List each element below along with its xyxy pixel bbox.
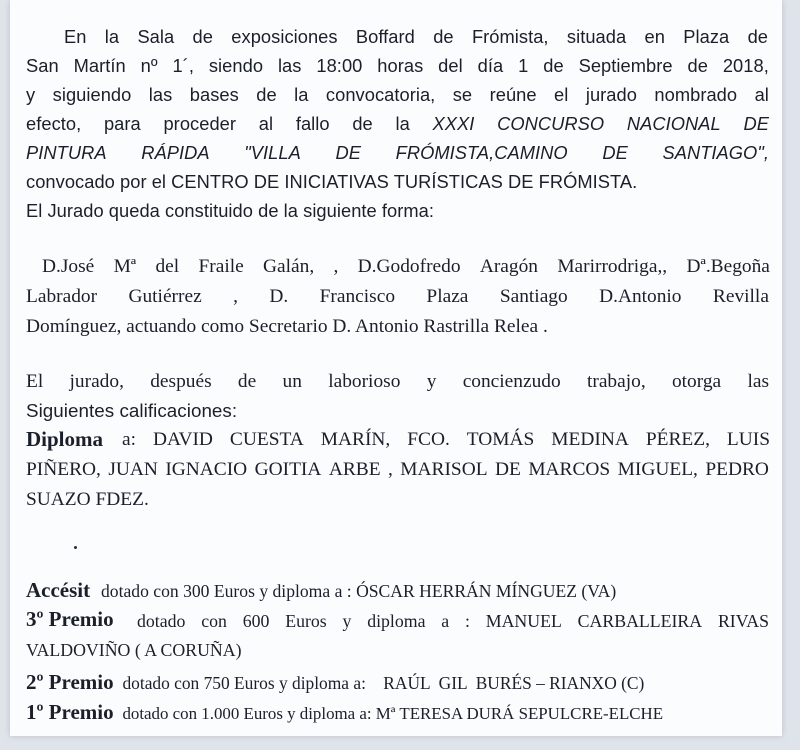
word: PIÑERO, [26,459,101,480]
word: Marirrodriga,, [557,256,668,277]
word: MIGUEL, [617,459,698,480]
word: MARISOL [400,459,488,480]
prize-first-text: dotado con 1.000 Euros y diploma a: Mª TERESA DURÁ SEPULCRE-ELCHE [122,704,664,723]
word: un [282,371,302,392]
word: después [150,371,212,392]
word: MEDINA [551,429,629,450]
word: DE [495,459,521,480]
word: CONCURSO [497,113,605,134]
word: se [452,84,473,105]
word: horas [377,55,424,76]
word: a [441,611,450,631]
jury-line-1 [42,256,770,278]
prize-accesit-text: dotado con 300 Euros y diploma a : ÓSCAR HERRÁN MÍNGUEZ (VA) [101,581,617,601]
word: del [155,256,180,277]
word: "VILLA [244,142,301,163]
document-page [10,0,782,736]
prize-first-label: 1º Premio [26,700,114,724]
word: RIVAS [717,611,769,631]
word: Fraile [198,256,244,277]
word: de [352,113,373,134]
word: para [103,113,141,134]
word: D.Antonio [599,286,682,307]
word: CUESTA [229,429,304,450]
word: Aragón [479,256,538,277]
word: Francisco [319,286,396,307]
word: Galán, [263,256,315,277]
word: FRÓMISTA,CAMINO [395,142,568,163]
word: de [687,55,708,76]
intro-line-2 [26,55,769,77]
jury-line-3: Domínguez, actuando como Secretario D. Antonio Rastrilla Relea . [26,316,548,337]
word: la [294,84,309,105]
word: PINTURA [26,142,107,163]
word: Euros [285,611,327,631]
word: MARÍN, [320,429,391,450]
word: MANUEL [485,611,562,631]
word: MARCOS [528,459,611,480]
word: la [395,113,410,134]
word: CARBALLEIRA [577,611,703,631]
word: RÁPIDA [141,142,210,163]
word: 1´, [172,55,194,76]
diploma-line-1 [122,429,770,451]
word: y [26,84,36,105]
word: ARBE [328,459,381,480]
word: y [342,611,352,631]
word: El [26,371,44,392]
word: de [433,26,454,47]
word: Dª.Begoña [686,256,770,277]
word: Sala [137,26,175,47]
prize-accesit [26,578,616,603]
word: Gutiérrez [128,286,202,307]
word: la [104,26,120,47]
word: diploma [367,611,426,631]
word: de [543,55,564,76]
word: siendo [208,55,264,76]
word: GOITIA [254,459,322,480]
word: al [754,84,769,105]
prize-accesit-label: Accésit [26,578,91,602]
word: TOMÁS [466,429,535,450]
intro-line-5 [26,142,769,164]
word: D. [269,286,289,307]
word: las [148,84,173,105]
word: Martín [73,55,126,76]
word: 18:00 [316,55,363,76]
word: de [192,26,213,47]
prize-third-line-2: VALDOVIÑO ( A CORUÑA) [26,640,242,660]
diploma-line-3: SUAZO FDEZ. [26,489,149,510]
word: JUAN [108,459,158,480]
word: en [644,26,665,47]
word: 1 [518,55,529,76]
word: proceder [163,113,237,134]
word: San [26,55,59,76]
word: Mª [113,256,137,277]
word: Boffard [355,26,415,47]
word: bases [189,84,239,105]
word: En [64,26,87,47]
word: exposiciones [231,26,338,47]
word: dotado [137,611,186,631]
word: otorga [671,371,722,392]
word: FCO. [407,429,450,450]
word: XXXI [432,113,475,134]
word: laborioso [328,371,401,392]
word: las [747,371,769,392]
word: : [465,611,470,631]
word: DE [335,142,361,163]
prize-first [26,700,663,725]
word: Septiembre [578,55,673,76]
word: día [477,55,504,76]
stray-dot [74,546,77,549]
prize-second-text: dotado con 750 Euros y diploma a: RAÚL GIL BURÉS – RIANXO (C) [122,673,645,693]
word: PÉREZ, [645,429,710,450]
verdict-line-2: Siguientes calificaciones: [26,400,238,421]
word: DE [743,113,769,134]
word: de [747,26,768,47]
intro-line-6: convocado por el CENTRO DE INICIATIVAS TURÍSTICAS DE FRÓMISTA. [26,171,638,192]
word: nombrado [654,84,738,105]
word: 600 [242,611,270,631]
word: las [277,55,302,76]
word: de [237,371,257,392]
word: , [333,256,339,277]
word: reúne [489,84,537,105]
word: el [554,84,569,105]
prize-second-label: 2º Premio [26,670,114,694]
word: Labrador [26,286,98,307]
prize-third-line-1 [137,611,769,632]
word: IGNACIO [165,459,248,480]
word: D.Godofredo [357,256,461,277]
word: de [256,84,277,105]
word: DAVID [152,429,213,450]
intro-line-7: El Jurado queda constituido de la siguiente forma: [26,200,434,221]
word: SANTIAGO", [662,142,769,163]
verdict-line-1 [26,371,769,393]
word: Revilla [712,286,769,307]
word: , [233,286,238,307]
word: LUIS [726,429,770,450]
diploma-label: Diploma [26,427,104,451]
word: concienzudo [462,371,561,392]
word: situada [566,26,627,47]
diploma-line-2 [26,459,769,481]
word: siguiendo [52,84,132,105]
word: trabajo, [586,371,646,392]
word: del [438,55,463,76]
word: fallo [295,113,330,134]
word: D.José [42,256,95,277]
word: a: [122,429,136,450]
word: Frómista, [471,26,549,47]
word: nº [140,55,158,76]
word: y [426,371,437,392]
word: con [201,611,227,631]
word: efecto, [26,113,82,134]
word: Plaza [683,26,730,47]
intro-line-3 [26,84,769,106]
word: jurado, [69,371,124,392]
jury-line-2 [26,286,769,308]
word: Plaza [426,286,469,307]
word: DE [602,142,628,163]
word: 2018, [722,55,769,76]
word: NACIONAL [626,113,721,134]
prize-third-label: 3º Premio [26,607,114,631]
prize-second [26,670,644,695]
word: Santiago [499,286,568,307]
intro-line-1 [64,26,768,48]
word: jurado [585,84,637,105]
word: convocatoria, [325,84,436,105]
word: al [258,113,274,134]
intro-line-4 [26,113,769,135]
word: PEDRO [705,459,769,480]
word: , [388,459,393,480]
